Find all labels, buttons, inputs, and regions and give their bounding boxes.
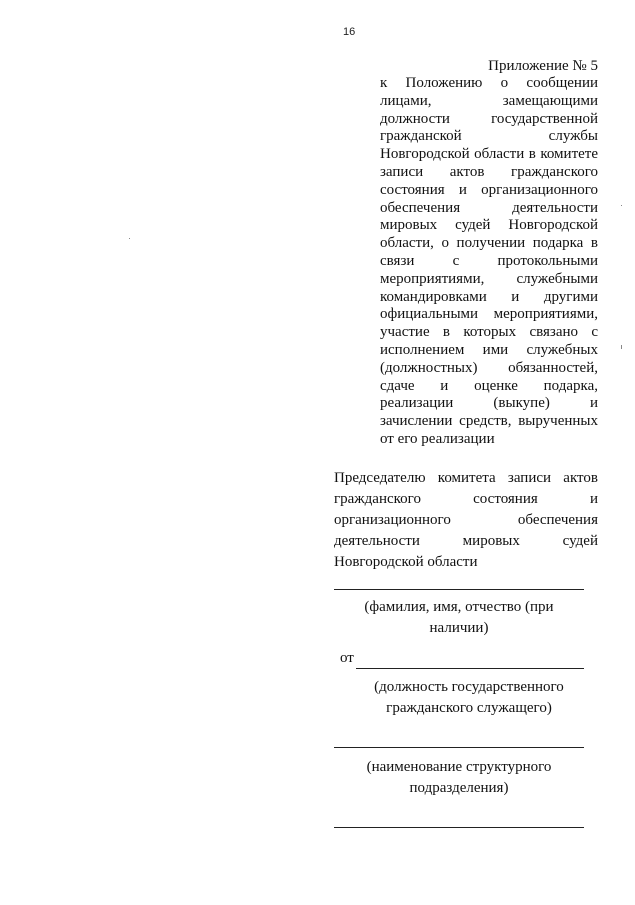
page-number: 16 bbox=[343, 26, 356, 38]
scan-speck bbox=[129, 238, 130, 239]
unit-caption bbox=[334, 757, 584, 799]
unit-caption-line: (наименование структурного bbox=[366, 759, 552, 775]
appendix-line: области, о получении подарка в bbox=[380, 235, 598, 252]
appendix-text bbox=[380, 75, 598, 449]
appendix-line: командировками и другими bbox=[380, 288, 598, 305]
position-caption-line: (должность государственного bbox=[374, 679, 564, 695]
appendix-line: состояния и организационного bbox=[380, 181, 598, 198]
addressee-line: организационного обеспечения bbox=[334, 512, 598, 528]
position-input-line[interactable] bbox=[356, 668, 584, 669]
extra-input-line[interactable] bbox=[334, 827, 584, 828]
name-caption bbox=[334, 597, 584, 639]
appendix-title: Приложение № 5 bbox=[488, 58, 598, 74]
appendix-line: Новгородской области в комитете bbox=[380, 146, 598, 163]
name-caption-line: (фамилия, имя, отчество (при bbox=[364, 599, 554, 615]
appendix-line: от его реализации bbox=[380, 430, 495, 447]
addressee-line: деятельности мировых судей bbox=[334, 533, 598, 549]
addressee-block bbox=[334, 468, 598, 573]
appendix-line: связи с протокольными bbox=[380, 252, 598, 269]
unit-input-line[interactable] bbox=[334, 747, 584, 748]
appendix-line: официальными мероприятиями, bbox=[380, 306, 598, 323]
appendix-line: мировых судей Новгородской bbox=[380, 217, 598, 234]
appendix-line: зачислении средств, вырученных bbox=[380, 413, 598, 430]
appendix-line: обеспечения деятельности bbox=[380, 199, 598, 216]
addressee-line: Новгородской области bbox=[334, 554, 478, 570]
addressee-line: Председателю комитета записи актов bbox=[334, 470, 598, 486]
scan-speck bbox=[621, 345, 622, 349]
appendix-line: (должностных) обязанностей, bbox=[380, 359, 598, 376]
from-label: от bbox=[340, 650, 354, 666]
appendix-line: записи актов гражданского bbox=[380, 163, 598, 180]
appendix-line: должности государственной bbox=[380, 110, 598, 127]
name-caption-line: наличии) bbox=[429, 620, 489, 636]
appendix-line: сдаче и оценке подарка, bbox=[380, 377, 598, 394]
name-input-line[interactable] bbox=[334, 589, 584, 590]
appendix-line: исполнением ими служебных bbox=[380, 341, 598, 358]
scan-speck bbox=[621, 205, 622, 206]
position-caption-line: гражданского служащего) bbox=[386, 700, 552, 716]
position-caption bbox=[334, 677, 604, 719]
appendix-line: мероприятиями, служебными bbox=[380, 270, 598, 287]
appendix-line: к Положению о сообщении bbox=[380, 75, 598, 91]
appendix-line: лицами, замещающими bbox=[380, 92, 598, 109]
appendix-line: участие в которых связано с bbox=[380, 324, 598, 341]
unit-caption-line: подразделения) bbox=[409, 780, 509, 796]
appendix-line: реализации (выкупе) и bbox=[380, 395, 598, 412]
addressee-line: гражданского состояния и bbox=[334, 491, 598, 507]
appendix-line: гражданской службы bbox=[380, 128, 598, 145]
